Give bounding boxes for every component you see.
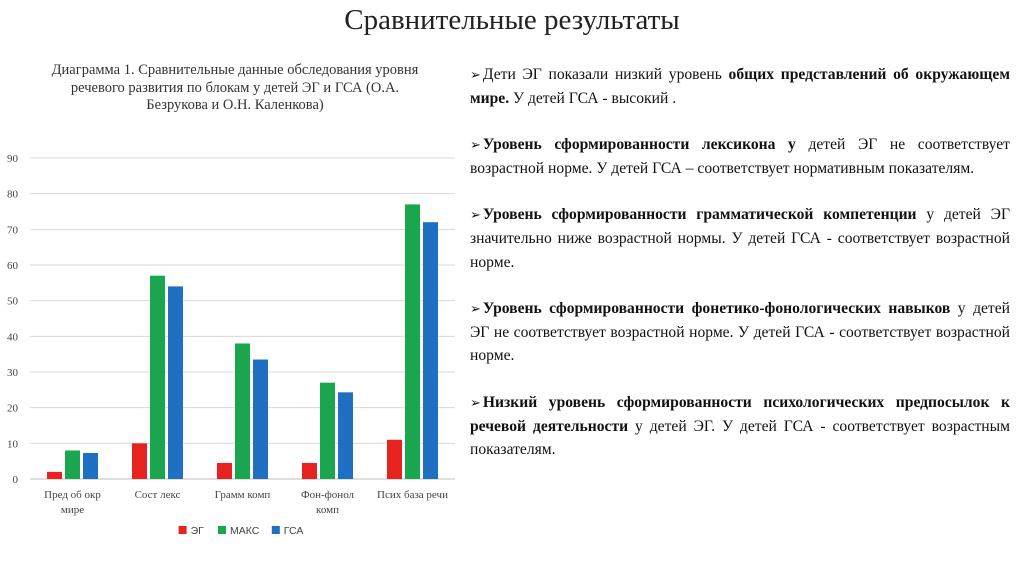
bar-0-0 <box>47 472 62 479</box>
y-tick-label: 30 <box>7 367 18 379</box>
y-tick-label: 20 <box>7 402 18 415</box>
y-axis-ticks <box>7 153 19 486</box>
bar-1-1 <box>150 276 165 479</box>
bar-1-0 <box>65 450 80 479</box>
chart-plot <box>0 56 465 556</box>
chart-title: Диаграмма 1. Сравнительные данные обследования уровня речевого развития по блокам у детей ЭГ и ГСА (О.А. Безрукова и О.Н. Каленкова) <box>51 62 419 113</box>
bar-2-0 <box>83 453 98 479</box>
x-tick-label: Псих база речи <box>377 489 448 501</box>
finding-bold-text: Уровень сформированности лексикона у <box>482 136 796 154</box>
legend-label: ГСА <box>283 525 304 537</box>
x-tick-label: Грамм комп <box>214 489 271 501</box>
bar-2-2 <box>253 360 268 479</box>
finding-item <box>470 203 1010 274</box>
legend-swatch <box>272 526 280 534</box>
bar-1-2 <box>235 343 250 479</box>
finding-text: у детей ЭГ. У детей ГСА - соответствует возрастным показателям. <box>470 417 1010 459</box>
finding-item <box>470 391 1010 462</box>
bars <box>47 204 438 479</box>
finding-text: Дети ЭГ показали низкий уровень <box>482 66 729 83</box>
finding-bold-text: Низкий уровень сформированности психологических предпосылок к речевой деятельности <box>470 393 1010 435</box>
finding-bold-text: Уровень сформированности грамматической компетенции <box>482 206 917 224</box>
findings-panel <box>470 63 1010 485</box>
bar-2-4 <box>423 222 438 479</box>
x-axis-labels <box>44 489 448 516</box>
legend-swatch <box>179 526 187 534</box>
y-tick-label: 0 <box>12 474 18 486</box>
finding-item <box>470 297 1010 368</box>
legend-label: МАКС <box>230 525 260 537</box>
bar-2-1 <box>168 286 183 479</box>
y-tick-label: 50 <box>7 295 18 308</box>
finding-bold-text: Уровень сформированности фонетико-фонологических навыков <box>482 300 951 318</box>
bar-0-3 <box>302 463 317 479</box>
chart <box>0 56 465 556</box>
bar-0-2 <box>217 463 232 479</box>
finding-text: у детей ЭГ значительно ниже возрастной нормы. У детей ГСА - соответствует возрастной норме. <box>470 206 1010 271</box>
y-tick-label: 70 <box>7 224 18 237</box>
bar-1-3 <box>320 383 335 479</box>
y-tick-label: 10 <box>7 438 18 451</box>
legend-label: ЭГ <box>190 525 204 537</box>
bar-1-4 <box>405 204 420 479</box>
arrow-bullet-icon: ➢ <box>470 394 481 410</box>
finding-text: у детей ЭГ не соответствует возрастной норме. У детей ГСА - соответствует возрастной норме. <box>470 300 1010 365</box>
x-tick-label: Пред об окр мире <box>44 489 101 516</box>
bar-0-1 <box>132 443 147 479</box>
legend-swatch <box>218 526 226 534</box>
bar-0-4 <box>387 440 402 479</box>
arrow-bullet-icon: ➢ <box>470 67 481 82</box>
y-tick-label: 90 <box>7 153 18 165</box>
page-title: Сравнительные результаты <box>344 4 680 36</box>
finding-text: детей ЭГ не соответствует возрастной норме. У детей ГСА – соответствует нормативным показателям. <box>470 136 1010 177</box>
arrow-bullet-icon: ➢ <box>470 301 481 317</box>
x-tick-label: Фон-фонол комп <box>300 489 355 516</box>
arrow-bullet-icon: ➢ <box>470 207 481 223</box>
bar-2-3 <box>338 392 353 479</box>
finding-item <box>470 63 1010 110</box>
y-tick-label: 60 <box>7 260 18 272</box>
arrow-bullet-icon: ➢ <box>470 137 481 153</box>
y-tick-label: 40 <box>7 331 18 344</box>
y-tick-label: 80 <box>7 188 18 201</box>
x-tick-label: Сост лекс <box>134 489 181 501</box>
legend <box>179 525 304 537</box>
finding-text: У детей ГСА - высокий . <box>509 89 677 107</box>
finding-bold-text: общих представлений об окружающем мире. <box>470 66 1010 107</box>
finding-item <box>470 133 1010 180</box>
